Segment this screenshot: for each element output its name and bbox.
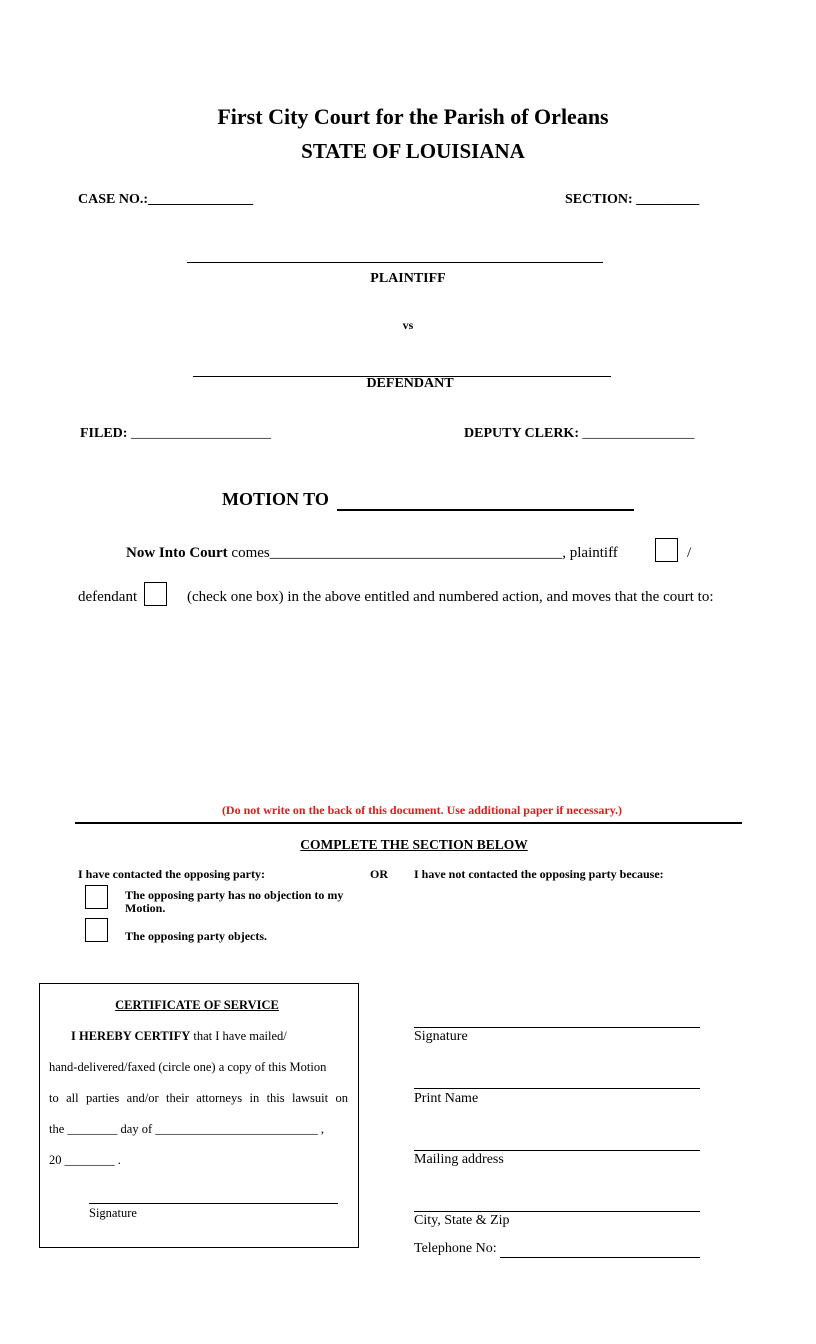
print-name-label: Print Name [414,1091,479,1106]
court-name: First City Court for the Parish of Orleans [217,104,609,129]
section-label: SECTION: [565,192,633,207]
not-contacted-label: I have not contacted the opposing party because: [414,867,664,881]
section-blank[interactable]: _________ [636,192,700,207]
telephone-label: Telephone No: [414,1241,497,1256]
state-title: STATE OF LOUISIANA [301,139,525,163]
no-objection-label [125,889,343,915]
comes-label: comes [231,545,270,561]
filed-blank[interactable]: ____________________ [130,426,271,441]
defendant-label: DEFENDANT [366,376,454,391]
motion-title-row [222,489,329,510]
motion-title: MOTION TO [222,489,329,509]
no-objection-line1: The opposing party has no objection to my [125,888,344,902]
mailing-address-label: Mailing address [414,1152,504,1167]
defendant-checkbox[interactable] [144,582,167,606]
plaintiff-checkbox[interactable] [655,538,678,562]
certificate-of-service-box [39,983,359,1248]
objects-label: The opposing party objects. [125,929,268,943]
or-label: OR [370,867,388,881]
certificate-line1-rest: that I have mailed/ [193,1029,287,1043]
city-state-zip-line[interactable] [414,1211,700,1212]
signature-label: Signature [414,1029,468,1044]
vs-label: vs [402,318,414,332]
contacted-label: I have contacted the opposing party: [78,867,266,881]
deputy-clerk-label: DEPUTY CLERK: [464,426,579,441]
warning-text: (Do not write on the back of this document. Use additional paper if necessary.) [221,803,623,817]
certificate-line4[interactable]: the ________ day of __________________________ , [49,1122,324,1136]
filed-label: FILED: [80,426,128,441]
motion-title-line[interactable] [337,509,634,511]
section-divider [75,822,742,824]
defendant-text: defendant [78,589,138,605]
now-into-court-row [126,545,618,562]
deputy-clerk-blank[interactable]: ________________ [582,426,695,441]
plaintiff-label: PLAINTIFF [370,271,446,286]
print-name-line[interactable] [414,1088,700,1089]
signature-line[interactable] [414,1027,700,1028]
section-row [565,192,699,208]
certificate-signature-line[interactable] [89,1203,338,1204]
now-into-court: Now Into Court [126,545,228,561]
certificate-title: CERTIFICATE OF SERVICE [115,998,279,1012]
certificate-line1 [71,1029,287,1044]
case-no-label: CASE NO.: [78,192,149,207]
filed-row [80,426,271,442]
slash-text: / [687,545,692,561]
section-heading: COMPLETE THE SECTION BELOW [300,837,528,852]
certificate-line3: to all parties and/or their attorneys in this lawsuit on [49,1091,348,1105]
no-objection-line2: Motion. [125,901,166,915]
certificate-line5[interactable]: 20 ________ . [49,1153,121,1167]
no-objection-checkbox[interactable] [85,885,108,909]
case-no-blank[interactable]: _______________ [148,192,254,207]
plaintiff-line[interactable] [187,262,603,263]
mailing-address-line[interactable] [414,1150,700,1151]
objects-checkbox[interactable] [85,918,108,942]
deputy-clerk-row [464,426,695,442]
plaintiff-text: , plaintiff [562,545,618,561]
comes-blank[interactable]: _______________________________________ [269,545,563,561]
certificate-line2: hand-delivered/faxed (circle one) a copy of this Motion [49,1060,327,1074]
case-no-row [78,192,253,208]
telephone-line[interactable] [500,1257,700,1258]
certificate-signature-label: Signature [89,1206,137,1220]
check-instruction: (check one box) in the above entitled and numbered action, and moves that the court to: [187,589,714,605]
city-state-zip-label: City, State & Zip [414,1213,510,1228]
hereby-certify: I HEREBY CERTIFY [71,1029,191,1043]
